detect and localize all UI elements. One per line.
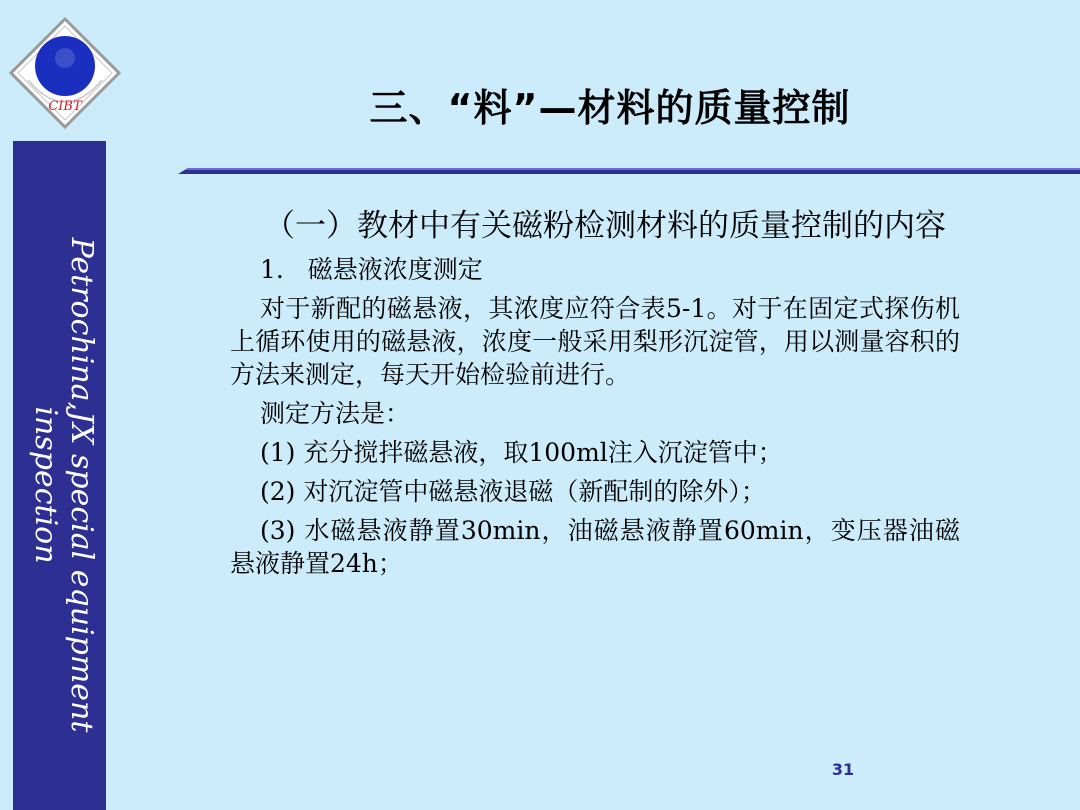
title-underline [178, 165, 1080, 177]
slide-title: 三、“料”—材料的质量控制 [369, 86, 851, 130]
section-heading: （一）教材中有关磁粉检测材料的质量控制的内容 [264, 208, 946, 244]
item1-heading: 1. 磁悬液浓度测定 [260, 255, 483, 284]
slide-content [230, 205, 960, 580]
sidebar-text: Petrochina,JX special equipment inspection [28, 237, 99, 733]
sidebar [13, 141, 106, 810]
logo-text: CIBT [48, 99, 82, 114]
page-number: 31 [831, 760, 855, 779]
step-3: (3) 水磁悬液静置30min，油磁悬液静置60min，变压器油磁悬液静置24h； [230, 516, 960, 578]
step-2: (2) 对沉淀管中磁悬液退磁（新配制的除外）； [260, 477, 766, 506]
paragraph-concentration: 对于新配的磁悬液，其浓度应符合表5-1。对于在固定式探伤机上循环使用的磁悬液，浓度一般采用梨形沉淀管，用以测量容积的方法来测定，每天开始检验前进行。 [230, 294, 960, 389]
logo-icon [8, 16, 122, 130]
method-intro: 测定方法是： [260, 399, 411, 428]
step-1: (1) 充分搅拌磁悬液，取100ml注入沉淀管中； [260, 438, 783, 467]
